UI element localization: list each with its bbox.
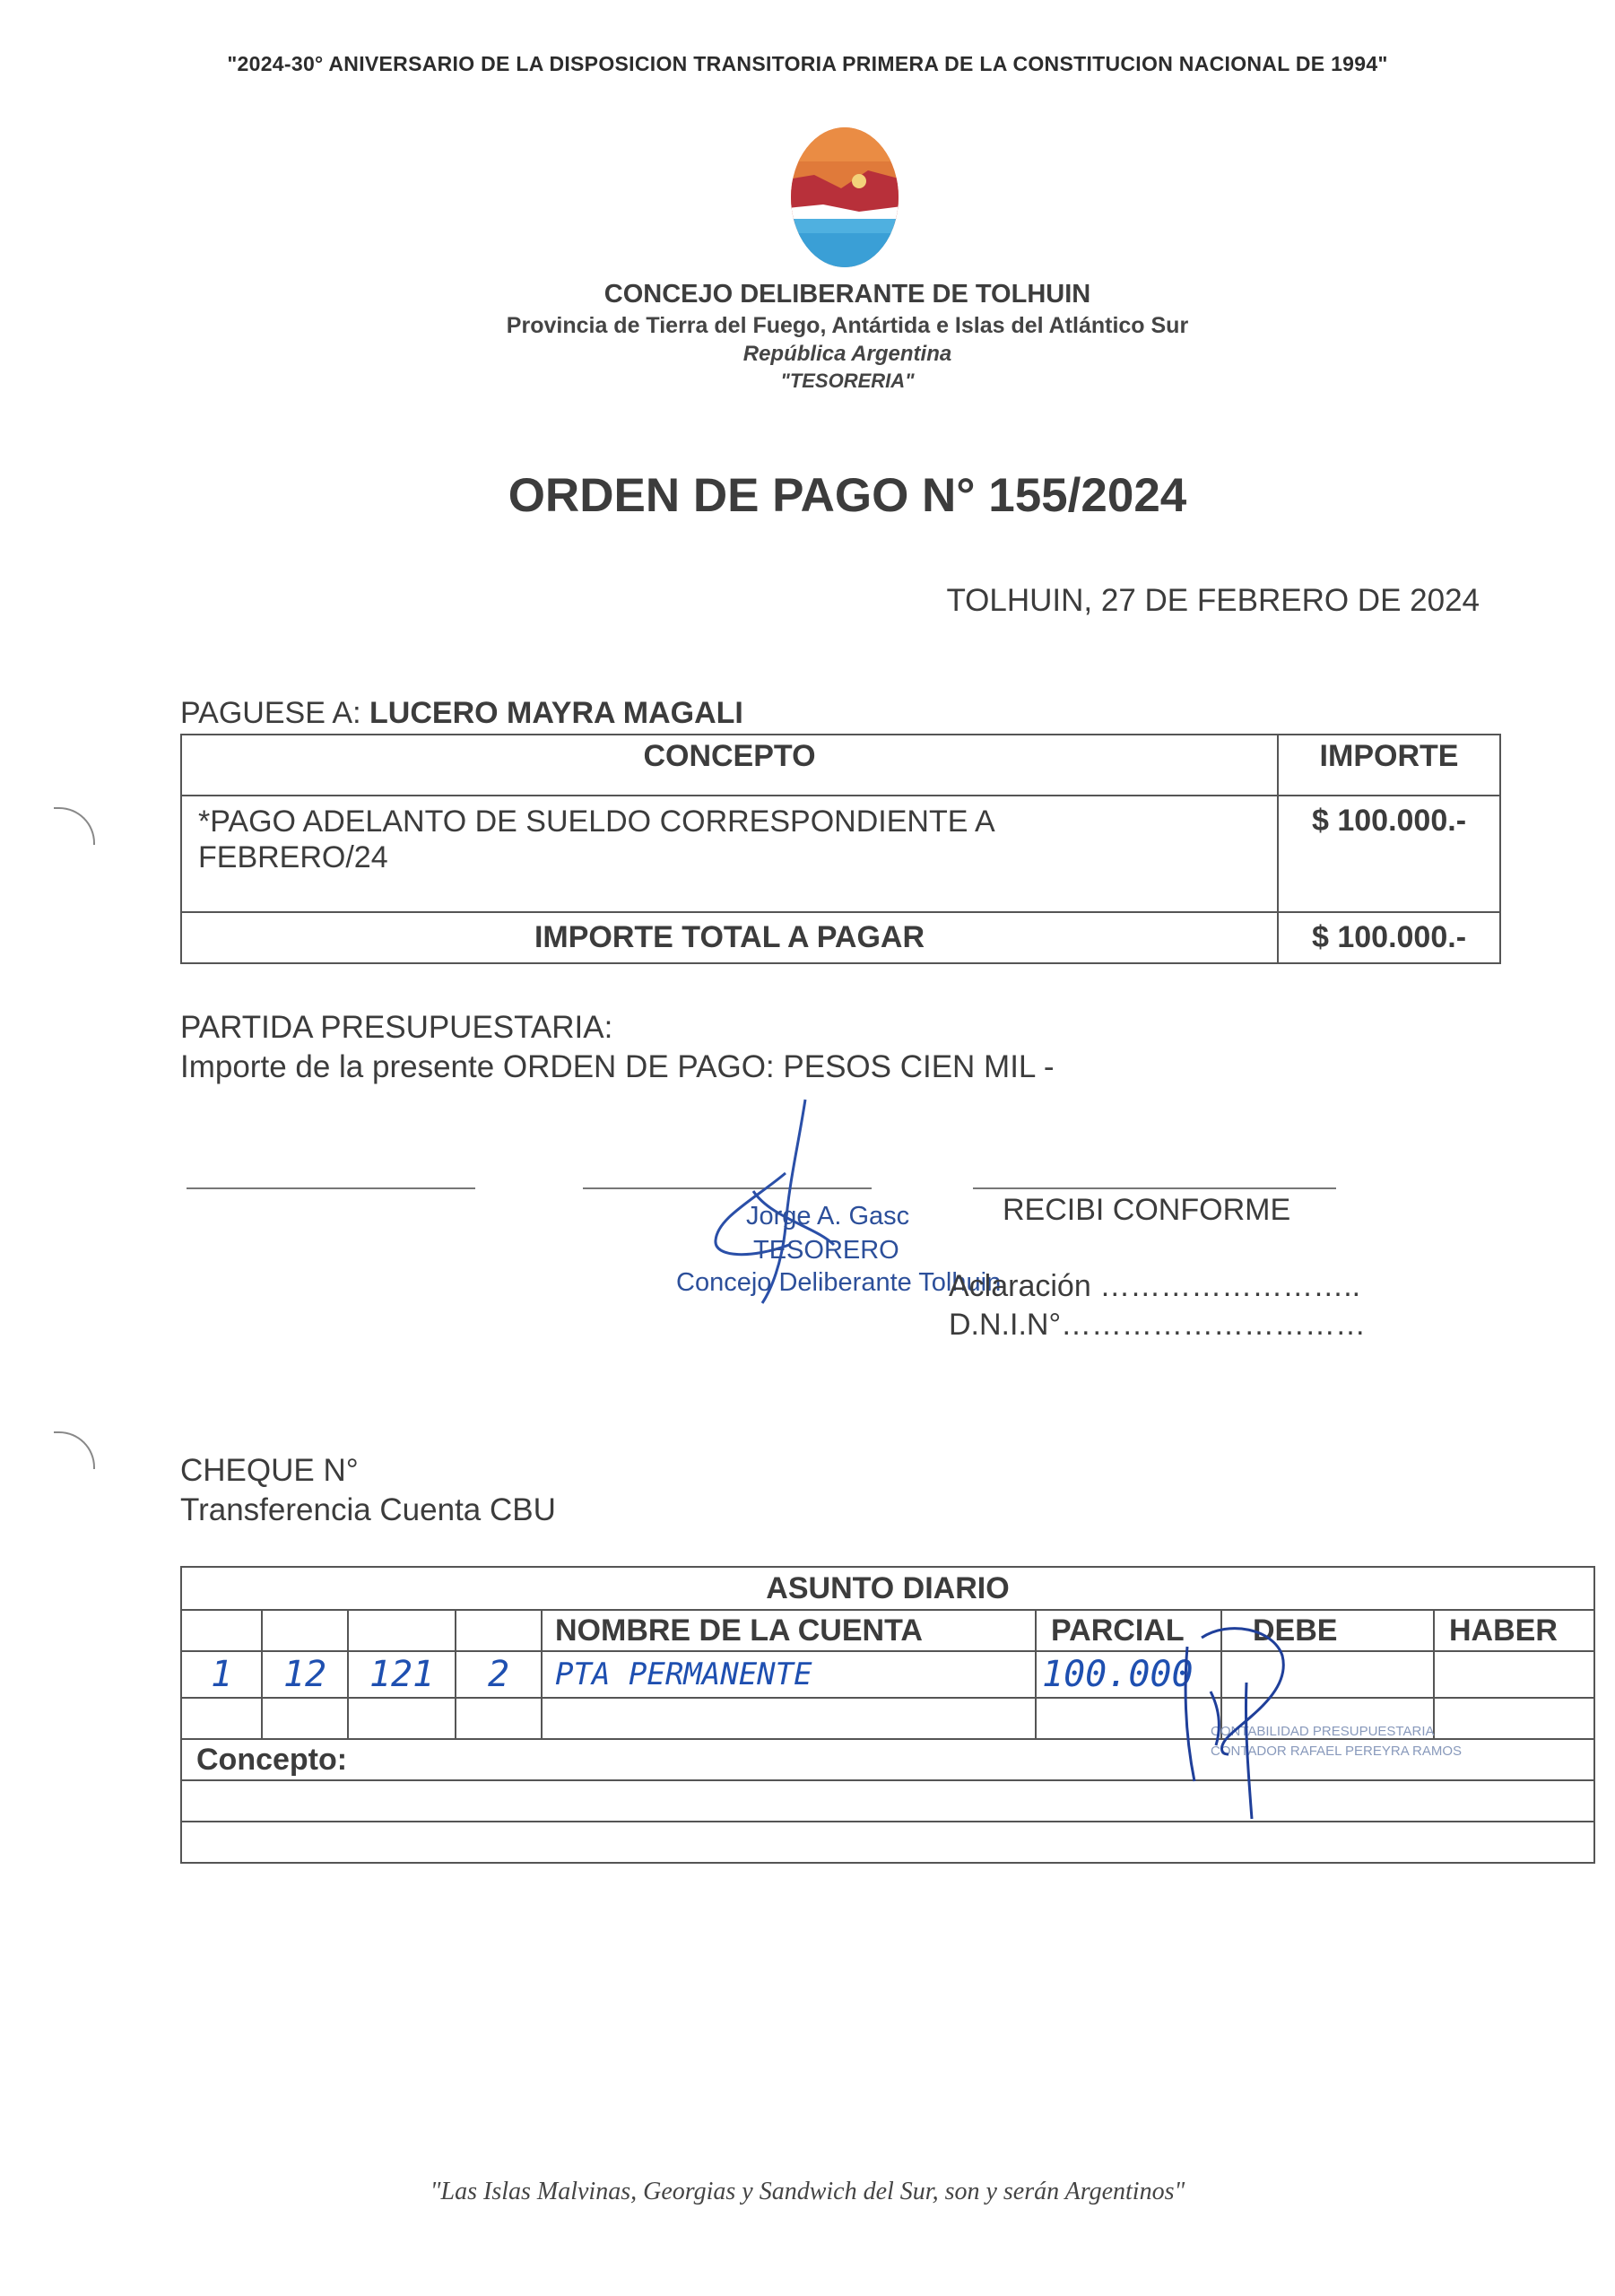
institution-logo [787,126,902,269]
total-label: IMPORTE TOTAL A PAGAR [181,912,1278,963]
concept-cell [181,796,1278,912]
diario-concepto-line [181,1822,1594,1863]
diario-table [180,1566,1595,1864]
code-col-4 [456,1610,542,1651]
haber-cell [1434,1651,1594,1698]
recibi-conforme: RECIBI CONFORME [1003,1193,1291,1227]
code-col-2 [262,1610,348,1651]
institution-name: CONCEJO DELIBERANTE DE TOLHUIN [603,280,1091,309]
code-cell: 12 [262,1651,348,1698]
order-title: ORDEN DE PAGO N° 155/2024 [508,469,1187,522]
parcial-header: PARCIAL [1036,1610,1221,1651]
signature-line-1 [187,1187,475,1189]
code-cell: 2 [456,1651,542,1698]
amount-cell: $ 100.000.- [1278,796,1500,912]
concept-line-2: FEBRERO/24 [198,840,388,874]
institution-province: Provincia de Tierra del Fuego, Antártida e Islas del Atlántico Sur [506,313,1189,338]
partida-label: PARTIDA PRESUPUESTARIA: [180,1010,613,1045]
diario-concepto-label: Concepto: [181,1739,1594,1780]
punch-mark [54,1431,95,1469]
accounting-signature [1175,1611,1318,1826]
institution-department: "TESORERIA" [780,370,915,392]
accounting-stamp-line-1: CONTABILIDAD PRESUPUESTARIA [1211,1724,1435,1739]
treasurer-stamp-title: TESORERO [753,1236,899,1265]
code-col-1 [181,1610,262,1651]
account-name-header: NOMBRE DE LA CUENTA [542,1610,1036,1651]
payee-line [180,696,743,731]
diario-concepto-line [181,1780,1594,1822]
header-motto: "2024-30° ANIVERSARIO DE LA DISPOSICION TRANSITORIA PRIMERA DE LA CONSTITUCION NACIONAL DE 1994" [227,52,1388,75]
order-date: TOLHUIN, 27 DE FEBRERO DE 2024 [946,583,1480,618]
concept-header: CONCEPTO [181,735,1278,796]
code-cell: 121 [348,1651,456,1698]
punch-mark [54,807,95,845]
partida-importe: Importe de la presente ORDEN DE PAGO: PESOS CIEN MIL - [180,1049,1055,1084]
footer-quote: "Las Islas Malvinas, Georgias y Sandwich del Sur, son y serán Argentinos" [430,2178,1185,2205]
dni-field: D.N.I.N°………………………… [949,1308,1367,1342]
parcial-cell: 100.000 [1036,1651,1221,1698]
accounting-stamp-line-2: CONTADOR RAFAEL PEREYRA RAMOS [1211,1744,1463,1759]
aclaracion-field: Aclaración …………………….. [949,1269,1361,1303]
cheque-label: CHEQUE N° [180,1453,359,1488]
diario-title: ASUNTO DIARIO [181,1567,1594,1610]
payment-table [180,734,1501,964]
treasurer-stamp-name: Jorge A. Gasc [746,1202,910,1231]
payee-name: LUCERO MAYRA MAGALI [369,696,743,730]
haber-header: HABER [1434,1610,1594,1651]
account-name-cell: PTA PERMANENTE [542,1651,1036,1698]
treasurer-stamp-org: Concejo Deliberante Tolhuin [676,1268,1002,1297]
debe-header: DEBE [1221,1610,1434,1651]
signature-line-3 [973,1187,1336,1189]
code-col-3 [348,1610,456,1651]
payee-label: PAGUESE A: [180,696,370,730]
amount-header: IMPORTE [1278,735,1500,796]
cheque-block [180,1451,556,1530]
concept-line-1: *PAGO ADELANTO DE SUELDO CORRESPONDIENTE A [198,804,995,839]
code-cell: 1 [181,1651,262,1698]
total-amount: $ 100.000.- [1278,912,1500,963]
transfer-label: Transferencia Cuenta CBU [180,1492,556,1527]
partida-block [180,1008,1054,1087]
institution-country: República Argentina [742,342,952,366]
